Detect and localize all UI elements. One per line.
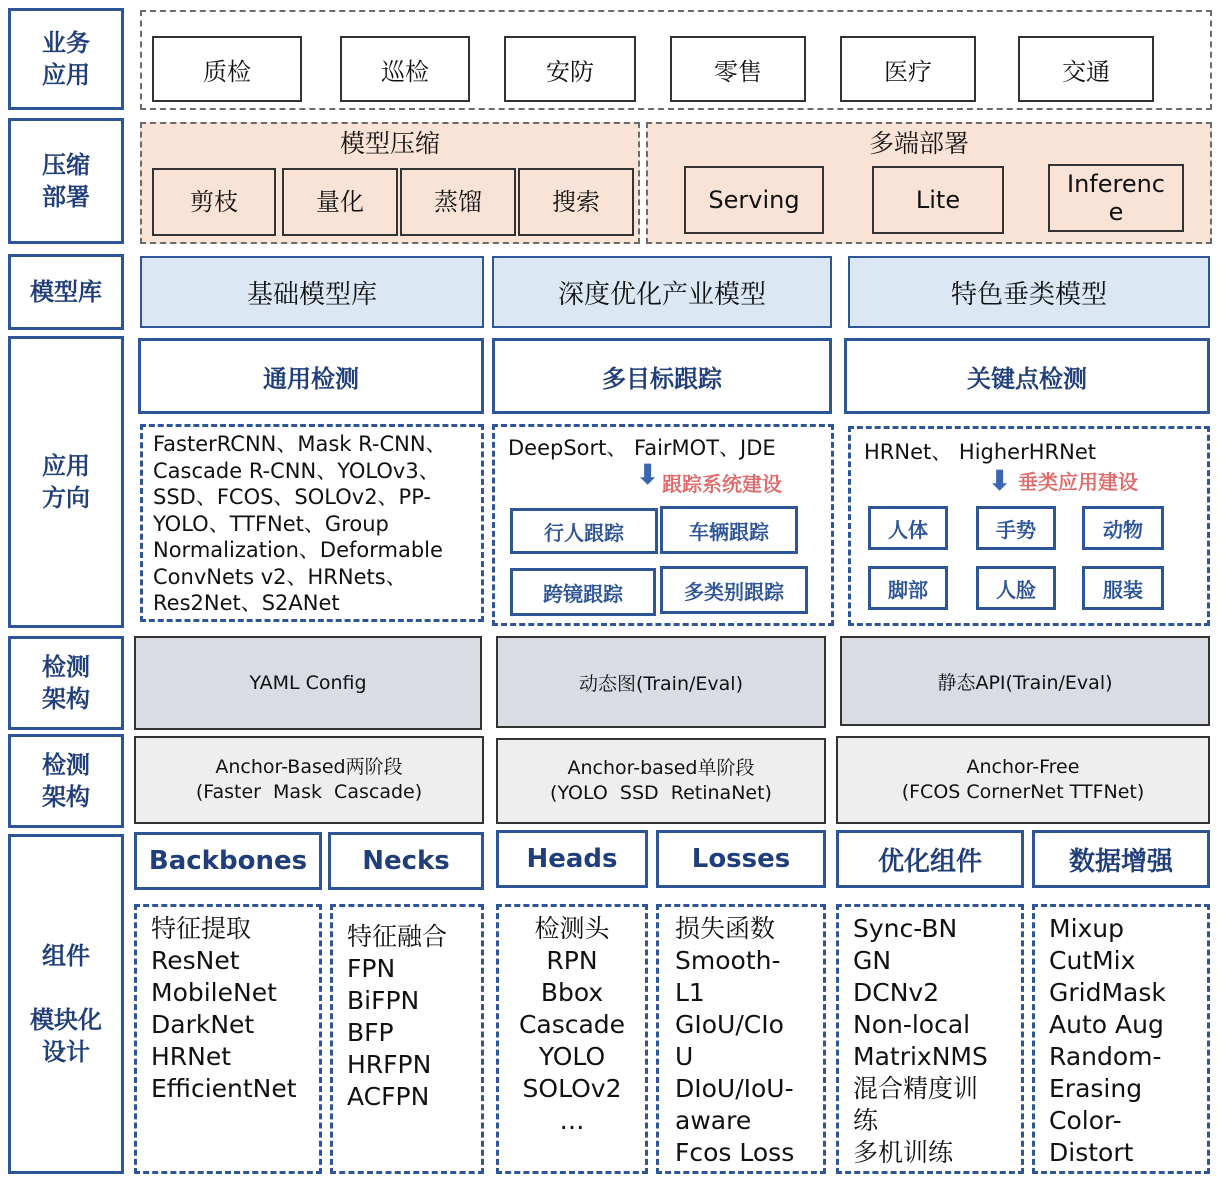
component-list-heads: 检测头 RPN Bbox Cascade YOLO SOLOv2 … (496, 904, 648, 1174)
component-list-optim: Sync-BN GN DCNv2 Non-local MatrixNMS 混合精度训 练 多机训练 (836, 904, 1024, 1174)
direction-keypoint-title: 关键点检测 (844, 338, 1210, 414)
tag-cross-camera: 跨镜跟踪 (510, 568, 656, 616)
tag-animal: 动物 (1082, 506, 1164, 550)
component-list-necks: 特征融合 FPN BiFPN BFP HRFPN ACFPN (330, 904, 484, 1174)
tag-vehicle: 车辆跟踪 (660, 506, 798, 554)
arch-anchor-based-one-stage: Anchor-based单阶段 (YOLO SSD RetinaNet) (496, 738, 826, 824)
business-item-quality: 质检 (152, 36, 302, 102)
direction-mot-title: 多目标跟踪 (492, 338, 832, 414)
tag-pedestrian: 行人跟踪 (510, 508, 658, 554)
component-head-losses: Losses (656, 830, 826, 888)
deploy-title: 多端部署 (868, 129, 969, 158)
arrow-down-icon: ⬇ (988, 464, 1012, 497)
business-item-traffic: 交通 (1018, 36, 1154, 102)
component-list-backbones: 特征提取 ResNet MobileNet DarkNet HRNet EfficientNet (134, 904, 322, 1174)
component-head-heads: Heads (496, 830, 648, 888)
tag-human: 人体 (868, 506, 948, 550)
arch-yaml-config: YAML Config (134, 636, 482, 730)
row-label-arch-2: 检测 架构 (8, 734, 124, 828)
row-label-arch-1: 检测 架构 (8, 636, 124, 730)
compression-item-prune: 剪枝 (152, 168, 276, 236)
row-label-compress: 压缩 部署 (8, 118, 124, 244)
direction-mot-sub: 跟踪系统建设 (662, 472, 782, 496)
compression-item-search: 搜索 (518, 168, 634, 236)
arrow-down-icon: ⬇ (636, 458, 660, 491)
row-label-components: 组件 模块化 设计 (8, 834, 124, 1174)
tag-face: 人脸 (976, 566, 1056, 610)
arch-anchor-free: Anchor-Free (FCOS CornerNet TTFNet) (836, 736, 1210, 824)
component-list-losses: 损失函数 Smooth- L1 GIoU/CIo U DIoU/IoU- aware Fcos Loss (656, 904, 826, 1174)
arch-anchor-based-two-stage: Anchor-Based两阶段 (Faster Mask Cascade) (134, 736, 484, 824)
component-head-optim: 优化组件 (836, 830, 1024, 888)
deploy-item-lite: Lite (872, 166, 1004, 234)
compression-title: 模型压缩 (339, 129, 440, 158)
arch-dynamic-graph: 动态图(Train/Eval) (496, 636, 826, 728)
business-item-patrol: 巡检 (340, 36, 470, 102)
model-lib-basic: 基础模型库 (140, 256, 484, 328)
deploy-item-inference: Inferenc e (1048, 164, 1184, 232)
business-item-retail: 零售 (670, 36, 806, 102)
business-item-security: 安防 (504, 36, 636, 102)
row-label-app-direction: 应用 方向 (8, 336, 124, 628)
component-head-augment: 数据增强 (1032, 830, 1210, 888)
model-lib-vertical: 特色垂类模型 (848, 256, 1210, 328)
direction-mot-text: DeepSort、 FairMOT、JDE (508, 436, 776, 460)
business-item-medical: 医疗 (840, 36, 976, 102)
compression-item-quant: 量化 (282, 168, 398, 236)
deploy-item-serving: Serving (684, 166, 824, 234)
compression-item-distill: 蒸馏 (400, 168, 516, 236)
component-head-backbones: Backbones (134, 832, 322, 890)
component-head-necks: Necks (328, 832, 484, 890)
row-label-business: 业务 应用 (8, 8, 124, 110)
row-label-model-lib: 模型库 (8, 254, 124, 330)
tag-clothing: 服装 (1082, 566, 1164, 610)
direction-keypoint-text: HRNet、 HigherHRNet (864, 440, 1096, 464)
tag-multi-class: 多类别跟踪 (660, 566, 808, 614)
direction-keypoint-sub: 垂类应用建设 (1018, 470, 1138, 494)
model-lib-industry: 深度优化产业模型 (492, 256, 832, 328)
direction-general-title: 通用检测 (138, 338, 484, 414)
component-list-augment: Mixup CutMix GridMask Auto Aug Random- Erasing Color- Distort (1032, 904, 1210, 1174)
tag-gesture: 手势 (976, 506, 1056, 550)
arch-static-api: 静态API(Train/Eval) (840, 636, 1210, 726)
tag-foot: 脚部 (868, 566, 948, 610)
direction-general-text: FasterRCNN、Mask R-CNN、 Cascade R-CNN、YOLOv3、 SSD、FCOS、SOLOv2、PP- YOLO、TTFNet、Group Normalization、Deformable ConvNets v2、HRNets、 Res2Net、S2ANet (140, 424, 484, 622)
